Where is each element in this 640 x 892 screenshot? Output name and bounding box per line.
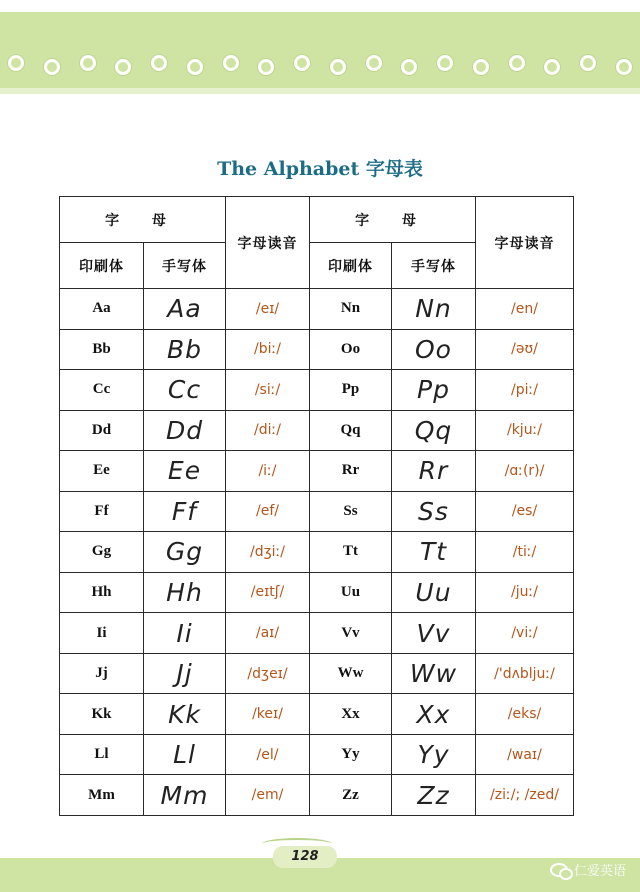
pronunciation-right: /ɑː(r)/ <box>476 451 574 492</box>
table-row <box>60 370 574 411</box>
handwritten-letter-right: Tt <box>392 532 476 573</box>
binder-ring-icon <box>366 55 382 71</box>
print-letter-right: Ww <box>310 653 392 694</box>
table-row <box>60 572 574 613</box>
pronunciation-right: /juː/ <box>476 572 574 613</box>
watermark-text: 仁爱英语 <box>573 864 626 879</box>
table-row <box>60 410 574 451</box>
pronunciation-left: /aɪ/ <box>226 613 310 654</box>
pronunciation-left: /keɪ/ <box>226 694 310 735</box>
table-row <box>60 613 574 654</box>
binder-ring-icon <box>509 55 525 71</box>
handwritten-letter-right: Nn <box>392 289 476 330</box>
handwritten-letter-left: Ii <box>144 613 226 654</box>
handwritten-letter-left: Kk <box>144 694 226 735</box>
handwritten-letter-right: Qq <box>392 410 476 451</box>
print-letter-right: Yy <box>310 734 392 775</box>
pronunciation-header-left: 字母读音 <box>226 197 310 289</box>
binder-ring-icon <box>223 55 239 71</box>
print-letter-right: Nn <box>310 289 392 330</box>
pronunciation-right: /əʊ/ <box>476 329 574 370</box>
handwritten-letter-left: Ll <box>144 734 226 775</box>
print-letter-right: Qq <box>310 410 392 451</box>
handwritten-letter-right: Ww <box>392 653 476 694</box>
print-letter-left: Ii <box>60 613 144 654</box>
binder-ring-icon <box>258 59 274 75</box>
top-band-edge <box>0 88 640 94</box>
binder-ring-icon <box>8 55 24 71</box>
alphabet-rows <box>60 289 574 816</box>
print-letter-right: Vv <box>310 613 392 654</box>
pronunciation-left: /diː/ <box>226 410 310 451</box>
handwritten-letter-right: Zz <box>392 775 476 816</box>
handwritten-letter-right: Rr <box>392 451 476 492</box>
print-letter-left: Kk <box>60 694 144 735</box>
handwritten-letter-right: Ss <box>392 491 476 532</box>
pronunciation-left: /el/ <box>226 734 310 775</box>
print-letter-right: Pp <box>310 370 392 411</box>
pronunciation-header-right: 字母读音 <box>476 197 574 289</box>
binder-ring-icon <box>401 59 417 75</box>
handwritten-letter-left: Hh <box>144 572 226 613</box>
watermark <box>550 860 626 879</box>
binder-ring-icon <box>330 59 346 75</box>
binder-ring-icon <box>580 55 596 71</box>
handwritten-letter-right: Oo <box>392 329 476 370</box>
pronunciation-left: /biː/ <box>226 329 310 370</box>
handwritten-letter-left: Cc <box>144 370 226 411</box>
binder-ring-icon <box>473 59 489 75</box>
handwritten-letter-left: Dd <box>144 410 226 451</box>
binder-ring-icon <box>616 59 632 75</box>
print-letter-right: Uu <box>310 572 392 613</box>
print-header-left: 印刷体 <box>60 243 144 289</box>
pronunciation-right: /tiː/ <box>476 532 574 573</box>
print-letter-left: Bb <box>60 329 144 370</box>
table-row <box>60 491 574 532</box>
table-row <box>60 532 574 573</box>
table-row <box>60 694 574 735</box>
pronunciation-left: /em/ <box>226 775 310 816</box>
binder-ring-icon <box>437 55 453 71</box>
handwritten-letter-left: Ff <box>144 491 226 532</box>
table-row <box>60 289 574 330</box>
binder-ring-icon <box>187 59 203 75</box>
binder-ring-icon <box>151 55 167 71</box>
handwriting-header-left: 手写体 <box>144 243 226 289</box>
pronunciation-right: /es/ <box>476 491 574 532</box>
pronunciation-left: /siː/ <box>226 370 310 411</box>
print-letter-left: Gg <box>60 532 144 573</box>
pronunciation-right: /en/ <box>476 289 574 330</box>
pronunciation-right: /'dʌbljuː/ <box>476 653 574 694</box>
letter-group-header-right: 字 母 <box>310 197 476 243</box>
print-letter-left: Aa <box>60 289 144 330</box>
print-letter-left: Hh <box>60 572 144 613</box>
table-row <box>60 734 574 775</box>
print-letter-right: Zz <box>310 775 392 816</box>
binder-rings <box>8 48 632 78</box>
pronunciation-left: /eɪtʃ/ <box>226 572 310 613</box>
handwritten-letter-left: Bb <box>144 329 226 370</box>
handwriting-header-right: 手写体 <box>392 243 476 289</box>
print-letter-right: Oo <box>310 329 392 370</box>
handwritten-letter-left: Aa <box>144 289 226 330</box>
print-letter-right: Rr <box>310 451 392 492</box>
pronunciation-left: /iː/ <box>226 451 310 492</box>
handwritten-letter-right: Yy <box>392 734 476 775</box>
binder-ring-icon <box>294 55 310 71</box>
print-letter-left: Ee <box>60 451 144 492</box>
pronunciation-right: /waɪ/ <box>476 734 574 775</box>
print-letter-left: Cc <box>60 370 144 411</box>
binder-ring-icon <box>115 59 131 75</box>
print-letter-left: Jj <box>60 653 144 694</box>
page-number: 128 <box>273 846 337 868</box>
handwritten-letter-right: Pp <box>392 370 476 411</box>
pronunciation-left: /dʒiː/ <box>226 532 310 573</box>
pronunciation-right: /kjuː/ <box>476 410 574 451</box>
print-letter-left: Dd <box>60 410 144 451</box>
binder-ring-icon <box>544 59 560 75</box>
letter-group-header-left: 字 母 <box>60 197 226 243</box>
print-letter-left: Mm <box>60 775 144 816</box>
pronunciation-left: /dʒeɪ/ <box>226 653 310 694</box>
print-header-right: 印刷体 <box>310 243 392 289</box>
print-letter-right: Tt <box>310 532 392 573</box>
handwritten-letter-right: Uu <box>392 572 476 613</box>
pronunciation-left: /eɪ/ <box>226 289 310 330</box>
print-letter-left: Ll <box>60 734 144 775</box>
top-binder-band <box>0 12 640 88</box>
pronunciation-right: /ziː/; /zed/ <box>476 775 574 816</box>
handwritten-letter-right: Vv <box>392 613 476 654</box>
table-row <box>60 653 574 694</box>
print-letter-left: Ff <box>60 491 144 532</box>
handwritten-letter-right: Xx <box>392 694 476 735</box>
print-letter-right: Xx <box>310 694 392 735</box>
page-title: The Alphabet 字母表 <box>217 158 423 180</box>
table-row <box>60 775 574 816</box>
pronunciation-right: /piː/ <box>476 370 574 411</box>
binder-ring-icon <box>44 59 60 75</box>
handwritten-letter-left: Gg <box>144 532 226 573</box>
binder-ring-icon <box>80 55 96 71</box>
table-row <box>60 451 574 492</box>
handwritten-letter-left: Mm <box>144 775 226 816</box>
wechat-icon <box>550 863 568 877</box>
handwritten-letter-left: Jj <box>144 653 226 694</box>
pronunciation-right: /eks/ <box>476 694 574 735</box>
table-row <box>60 329 574 370</box>
handwritten-letter-left: Ee <box>144 451 226 492</box>
alphabet-table <box>59 196 574 816</box>
pronunciation-right: /viː/ <box>476 613 574 654</box>
print-letter-right: Ss <box>310 491 392 532</box>
pronunciation-left: /ef/ <box>226 491 310 532</box>
